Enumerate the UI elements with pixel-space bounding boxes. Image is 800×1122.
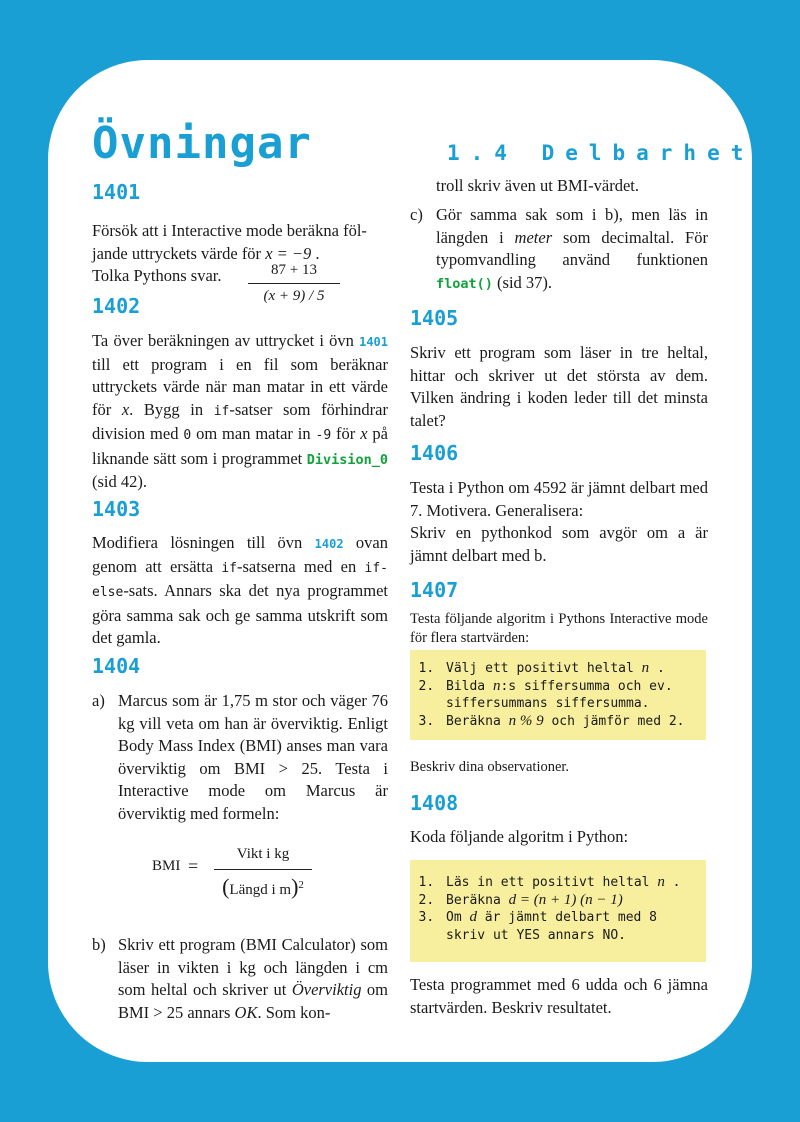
bmi-formula: BMI = Vikt i kg (Längd i m)$^2$: [152, 846, 332, 908]
exercise-1405-text: Skriv ett program som läser in tre heltal, hittar och skriver ut det största av dem. Vilken ändring i koden leder till det minsta talet?: [410, 343, 708, 430]
exercise-1406-number: 1406: [410, 441, 459, 465]
exercise-1402-number: 1402: [92, 294, 141, 318]
exercise-1407-intro: Testa följande algoritm i Pythons Interactive mode för flera startvärden:: [410, 611, 708, 646]
algorithm-step: 2. Bilda n:s siffersumma och ev. siffersummans siffersumma.: [442, 678, 696, 713]
exercise-1407-outro: Beskriv dina observationer.: [410, 759, 570, 775]
algorithm-step: 1. Läs in ett positivt heltal n .: [442, 874, 696, 892]
exercise-1404-c: c) Gör samma sak som i b), men läs in längden i meter som decimaltal. För typomvandling använd funktionen float() (sid 37).: [410, 205, 708, 292]
exercise-1402-text: Ta över beräkningen av uttrycket i övn 1401 till ett program i en fil som beräknar uttryckets värde när man matar in ett värde för x. Bygg in if-satser som förhindrar division med 0 om man matar in -9 för x på liknande sätt som i programmet Division_0 (sid 42).: [92, 331, 388, 491]
exercise-1405-number: 1405: [410, 306, 459, 330]
exercise-1403-text: Modifiera lösningen till övn 1402 ovan genom att ersätta if-satserna med en if-else-sats. Annars ska det nya programmet göra samma sak och ge samma utskrift som det gamla.: [92, 533, 388, 647]
exercise-1408-intro: Koda följande algoritm i Python:: [410, 827, 629, 846]
algorithm-step: 2. Beräkna d = (n + 1) (n − 1): [442, 892, 696, 910]
page-title: Övningar: [92, 118, 312, 169]
exercise-1406-text: Testa i Python om 4592 är jämnt delbart med 7. Motivera. Generalisera: Skriv en pythonkod som avgör om a är jämnt delbart med b.: [410, 478, 708, 565]
section-title: 1.4 Delbarhet: [447, 141, 755, 165]
exercise-1407-number: 1407: [410, 578, 459, 602]
exercise-1404-a: a) Marcus som är 1,75 m stor och väger 76 kg vill veta om han är överviktig. Enligt Body Mass Index (BMI) anses man vara överviktig om BMI > 25. Testa i Interactive mode om Marcus är överviktig med formeln:: [92, 691, 388, 823]
exercise-1408-outro: Testa programmet med 6 udda och 6 jämna startvärden. Beskriv resultatet.: [410, 975, 708, 1017]
algorithm-box-1407: [410, 650, 706, 740]
algorithm-step: 1. Välj ett positivt heltal n .: [442, 660, 696, 678]
exercise-1403-number: 1403: [92, 497, 141, 521]
exercise-1401-number: 1401: [92, 180, 141, 204]
algorithm-step: 3. Om d är jämnt delbart med 8 skriv ut YES annars NO.: [442, 909, 696, 944]
exercise-1408-number: 1408: [410, 791, 459, 815]
exercise-1404-b-continued: troll skriv även ut BMI-värdet.: [436, 176, 639, 195]
exercise-1401-fraction: 87 + 13 (x + 9) / 5: [248, 262, 340, 305]
exercise-1404-number: 1404: [92, 654, 141, 678]
exercise-1401-text: Försök att i Interactive mode beräkna föl- jande uttryckets värde för x = −9 . Tolka Pythons svar.: [92, 221, 367, 285]
exercise-1404-b: b) Skriv ett program (BMI Calculator) som läser in vikten i kg och längden i cm som heltal och skriver ut Överviktig om BMI > 25 annars OK. Som kon-: [92, 935, 388, 1022]
algorithm-box-1408: [410, 860, 706, 962]
algorithm-step: 3. Beräkna n % 9 och jämför med 2.: [442, 713, 696, 731]
